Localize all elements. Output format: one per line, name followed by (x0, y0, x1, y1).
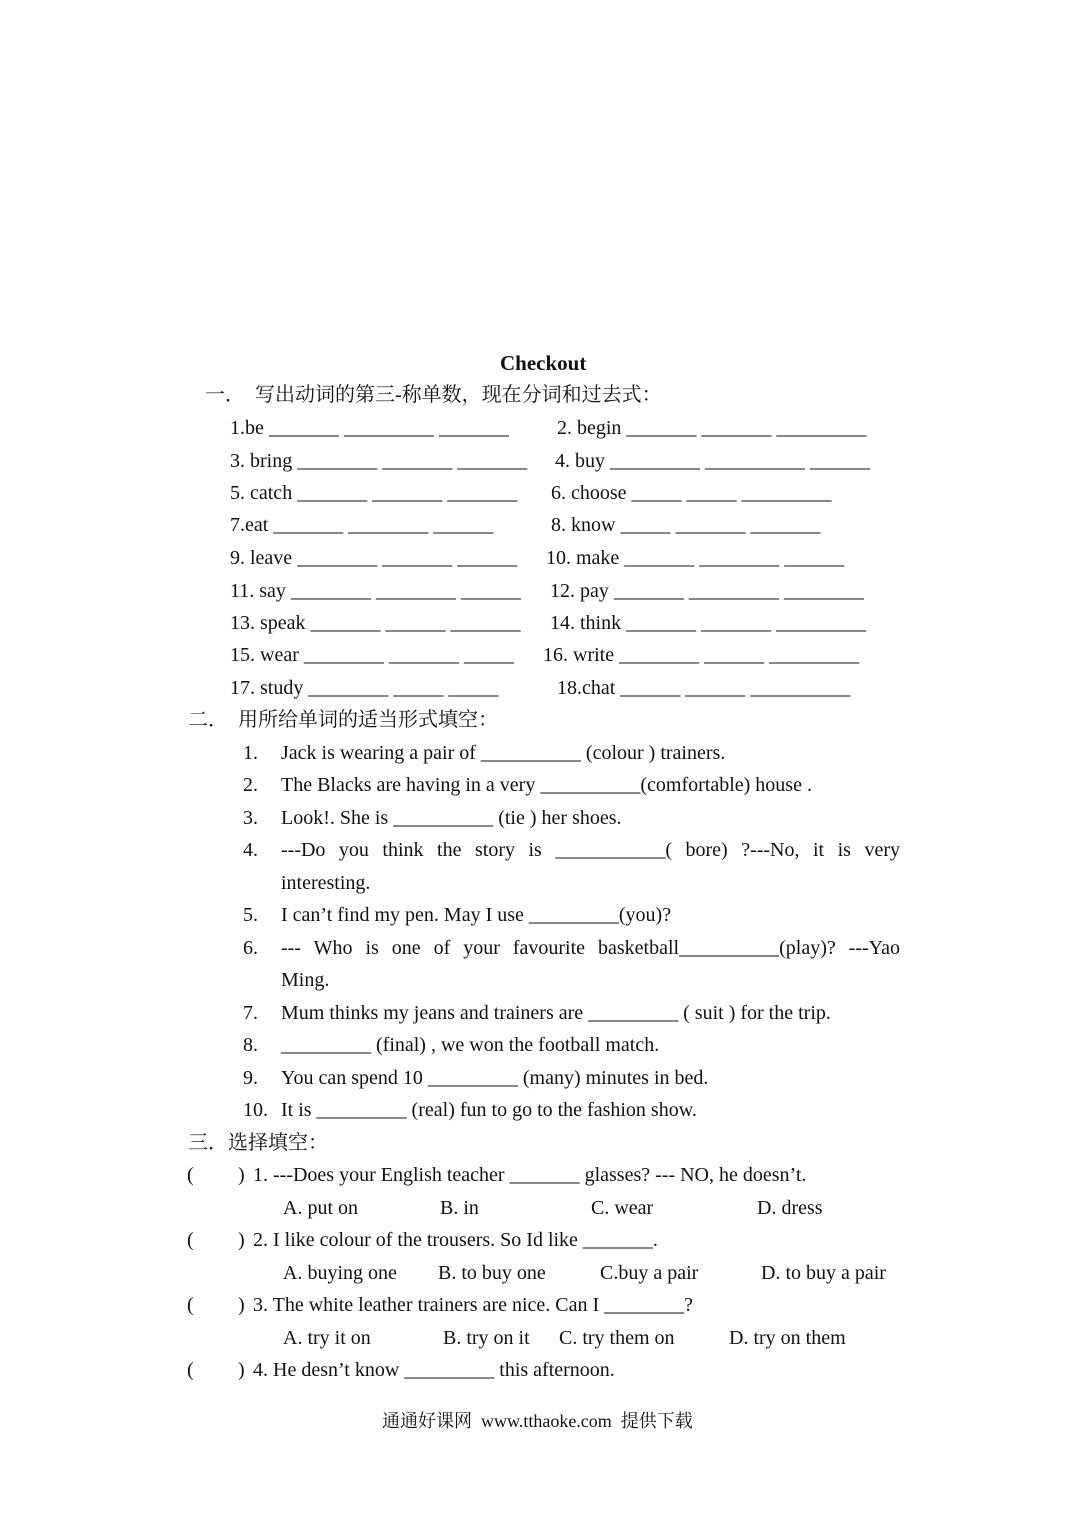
fill-in-sentence: You can spend 10 _________ (many) minutes in bed. (281, 1067, 709, 1089)
answer-paren-close: ) (238, 1359, 245, 1381)
verb-row-left: 5. catch _______ _______ _______ (230, 482, 518, 504)
verb-row-right: 16. write ________ ______ _________ (543, 644, 860, 666)
mc-option-a: A. try it on (283, 1327, 371, 1349)
mc-option-d: D. dress (757, 1197, 823, 1219)
fill-in-sentence: Mum thinks my jeans and trainers are _________ ( suit ) for the trip. (281, 1002, 831, 1024)
verb-row-right: 14. think _______ _______ _________ (550, 612, 867, 634)
verb-row-left: 7.eat _______ ________ ______ (230, 514, 494, 536)
item-number: 3. (243, 807, 258, 829)
mc-question: 4. He desn’t know _________ this afternoon. (253, 1359, 615, 1381)
mc-option-c: C.buy a pair (600, 1262, 699, 1284)
mc-option-c: C. try them on (559, 1327, 675, 1349)
answer-paren-close: ) (238, 1164, 245, 1186)
fill-in-sentence: Look!. She is __________ (tie ) her shoes. (281, 807, 622, 829)
item-number: 6. (243, 937, 258, 959)
answer-paren-open: ( (187, 1294, 194, 1316)
mc-option-d: D. try on them (729, 1327, 846, 1349)
item-number: 4. (243, 839, 258, 861)
fill-in-sentence-cont: interesting. (281, 872, 371, 894)
verb-row-left: 3. bring ________ _______ _______ (230, 450, 528, 472)
verb-row-right: 18.chat ______ ______ __________ (557, 677, 851, 699)
mc-question: 1. ---Does your English teacher _______ glasses? --- NO, he doesn’t. (253, 1164, 807, 1186)
fill-in-sentence: The Blacks are having in a very __________(comfortable) house . (281, 774, 812, 796)
answer-paren-open: ( (187, 1359, 194, 1381)
verb-row-right: 6. choose _____ _____ _________ (551, 482, 832, 504)
verb-row-right: 4. buy _________ __________ ______ (555, 450, 870, 472)
item-number: 7. (243, 1002, 258, 1024)
item-number: 9. (243, 1067, 258, 1089)
section3-heading: 三．选择填空： (188, 1132, 328, 1154)
mc-option-a: A. buying one (283, 1262, 397, 1284)
mc-question: 2. I like colour of the trousers. So Id like _______. (253, 1229, 658, 1251)
fill-in-sentence-cont: Ming. (281, 969, 330, 991)
mc-option-d: D. to buy a pair (761, 1262, 886, 1284)
mc-option-b: B. to buy one (438, 1262, 546, 1284)
section1-heading: 一． 写出动词的第三-称单数，现在分词和过去式： (205, 384, 662, 406)
answer-paren-close: ) (238, 1229, 245, 1251)
mc-question: 3. The white leather trainers are nice. Can I ________? (253, 1294, 694, 1316)
mc-option-b: B. in (440, 1197, 479, 1219)
fill-in-sentence: _________ (final) , we won the football match. (281, 1034, 660, 1056)
verb-row-left: 11. say ________ ________ ______ (230, 580, 521, 602)
item-number: 8. (243, 1034, 258, 1056)
footer-source: 通通好课网 www.tthaoke.com 提供下载 (382, 1411, 693, 1431)
verb-row-right: 10. make _______ ________ ______ (546, 547, 845, 569)
answer-paren-close: ) (238, 1294, 245, 1316)
answer-paren-open: ( (187, 1164, 194, 1186)
answer-paren-open: ( (187, 1229, 194, 1251)
item-number: 2. (243, 774, 258, 796)
mc-option-c: C. wear (591, 1197, 654, 1219)
verb-row-left: 13. speak _______ ______ _______ (230, 612, 521, 634)
verb-row-right: 12. pay _______ _________ ________ (550, 580, 864, 602)
verb-row-right: 2. begin _______ _______ _________ (557, 417, 867, 439)
mc-option-a: A. put on (283, 1197, 358, 1219)
item-number: 5. (243, 904, 258, 926)
verb-row-left: 9. leave ________ _______ ______ (230, 547, 518, 569)
verb-row-left: 17. study ________ _____ _____ (230, 677, 499, 699)
fill-in-sentence: I can’t find my pen. May I use _________(you)? (281, 904, 672, 926)
verb-row-right: 8. know _____ _______ _______ (551, 514, 821, 536)
item-number: 1. (243, 742, 258, 764)
fill-in-sentence: --- Who is one of your favourite basketball__________(play)? ---Yao (281, 937, 900, 959)
item-number: 10. (243, 1099, 268, 1121)
fill-in-sentence: ---Do you think the story is ___________( bore) ?---No, it is very (281, 839, 900, 861)
mc-option-b: B. try on it (443, 1327, 530, 1349)
page-title: Checkout (500, 351, 587, 375)
fill-in-sentence: Jack is wearing a pair of __________ (colour ) trainers. (281, 742, 726, 764)
fill-in-sentence: It is _________ (real) fun to go to the fashion show. (281, 1099, 697, 1121)
verb-row-left: 15. wear ________ _______ _____ (230, 644, 514, 666)
section2-heading: 二． 用所给单词的适当形式填空： (188, 709, 498, 731)
verb-row-left: 1.be _______ _________ _______ (230, 417, 509, 439)
